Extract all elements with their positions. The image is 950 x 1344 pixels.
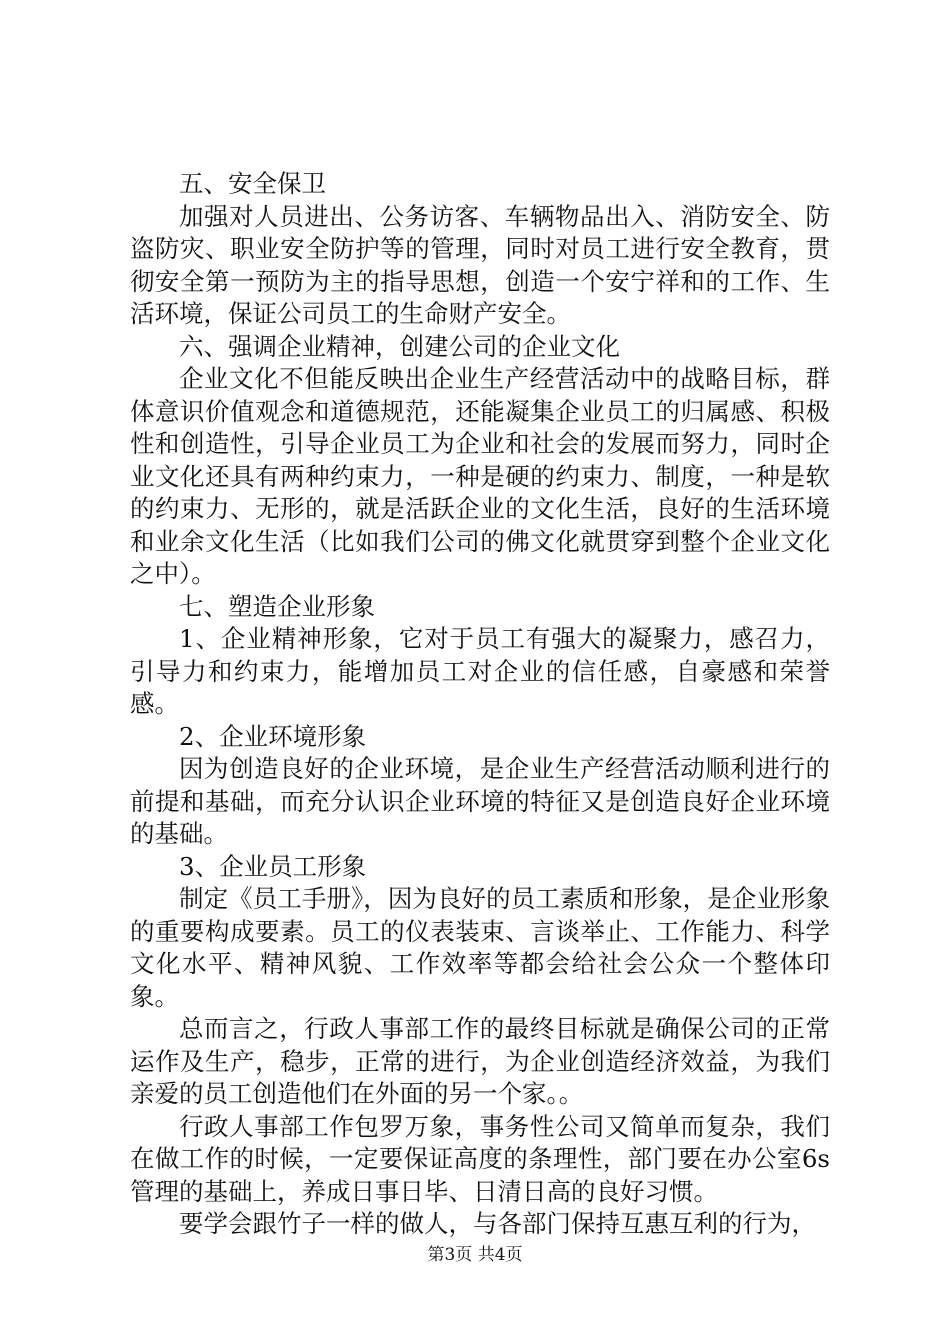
section-heading-image: 七、塑造企业形象 [179,591,375,621]
paragraph-bamboo: 要学会跟竹子一样的做人，与各部门保持互惠互利的行为， [179,1209,816,1238]
section-heading-culture: 六、强调企业精神，创建公司的企业文化 [179,331,620,361]
paragraph-culture: 企业文化不但能反映出企业生产经营活动中的战略目标，群体意识价值观念和道德规范，还能凝集企业员工的归属感、积极性和创造性，引导企业员工为企业和社会的发展而努力，同时企业文化还具有两种约束力，一种是硬的约束力、制度，一种是软的约束力、无形的，就是活跃企业的文化生活，良好的生活环境和业余文化生活（比如我们公司的佛文化就贯穿到整个企业文化之中）。 [130,364,830,588]
paragraph-work-method: 行政人事部工作包罗万象，事务性公司又简单而复杂，我们在做工作的时候，一定要保证高度的条理性，部门要在办公室6s管理的基础上，养成日事日毕、日清日高的良好习惯。 [130,1111,830,1206]
document-body [130,168,830,1241]
page-number-footer: 第3页 共4页 [427,1245,523,1265]
paragraph-spirit-image: 1、企业精神形象，它对于员工有强大的凝聚力，感召力，引导力和约束力，能增加员工对企业的信任感，自豪感和荣誉感。 [130,624,830,718]
paragraph-summary: 总而言之，行政人事部工作的最终目标就是确保公司的正常运作及生产，稳步，正常的进行，为企业创造经济效益，为我们亲爱的员工创造他们在外面的另一个家。。 [130,1014,830,1108]
subheading-environment-image: 2、企业环境形象 [179,721,367,751]
subheading-employee-image: 3、企业员工形象 [179,851,367,881]
section-heading-security: 五、安全保卫 [179,169,326,198]
paragraph-employee-image: 制定《员工手册》，因为良好的员工素质和形象，是企业形象的重要构成要素。员工的仪表装束、言谈举止、工作能力、科学文化水平、精神风貌、工作效率等都会给社会公众一个整体印象。 [130,884,830,1011]
paragraph-security: 加强对人员进出、公务访客、车辆物品出入、消防安全、防盗防灾、职业安全防护等的管理，同时对员工进行安全教育，贯彻安全第一预防为主的指导思想，创造一个安宁祥和的工作、生活环境，保证公司员工的生命财产安全。 [130,201,830,328]
paragraph-environment-image: 因为创造良好的企业环境，是企业生产经营活动顺利进行的前提和基础，而充分认识企业环境的特征又是创造良好企业环境的基础。 [130,754,830,848]
